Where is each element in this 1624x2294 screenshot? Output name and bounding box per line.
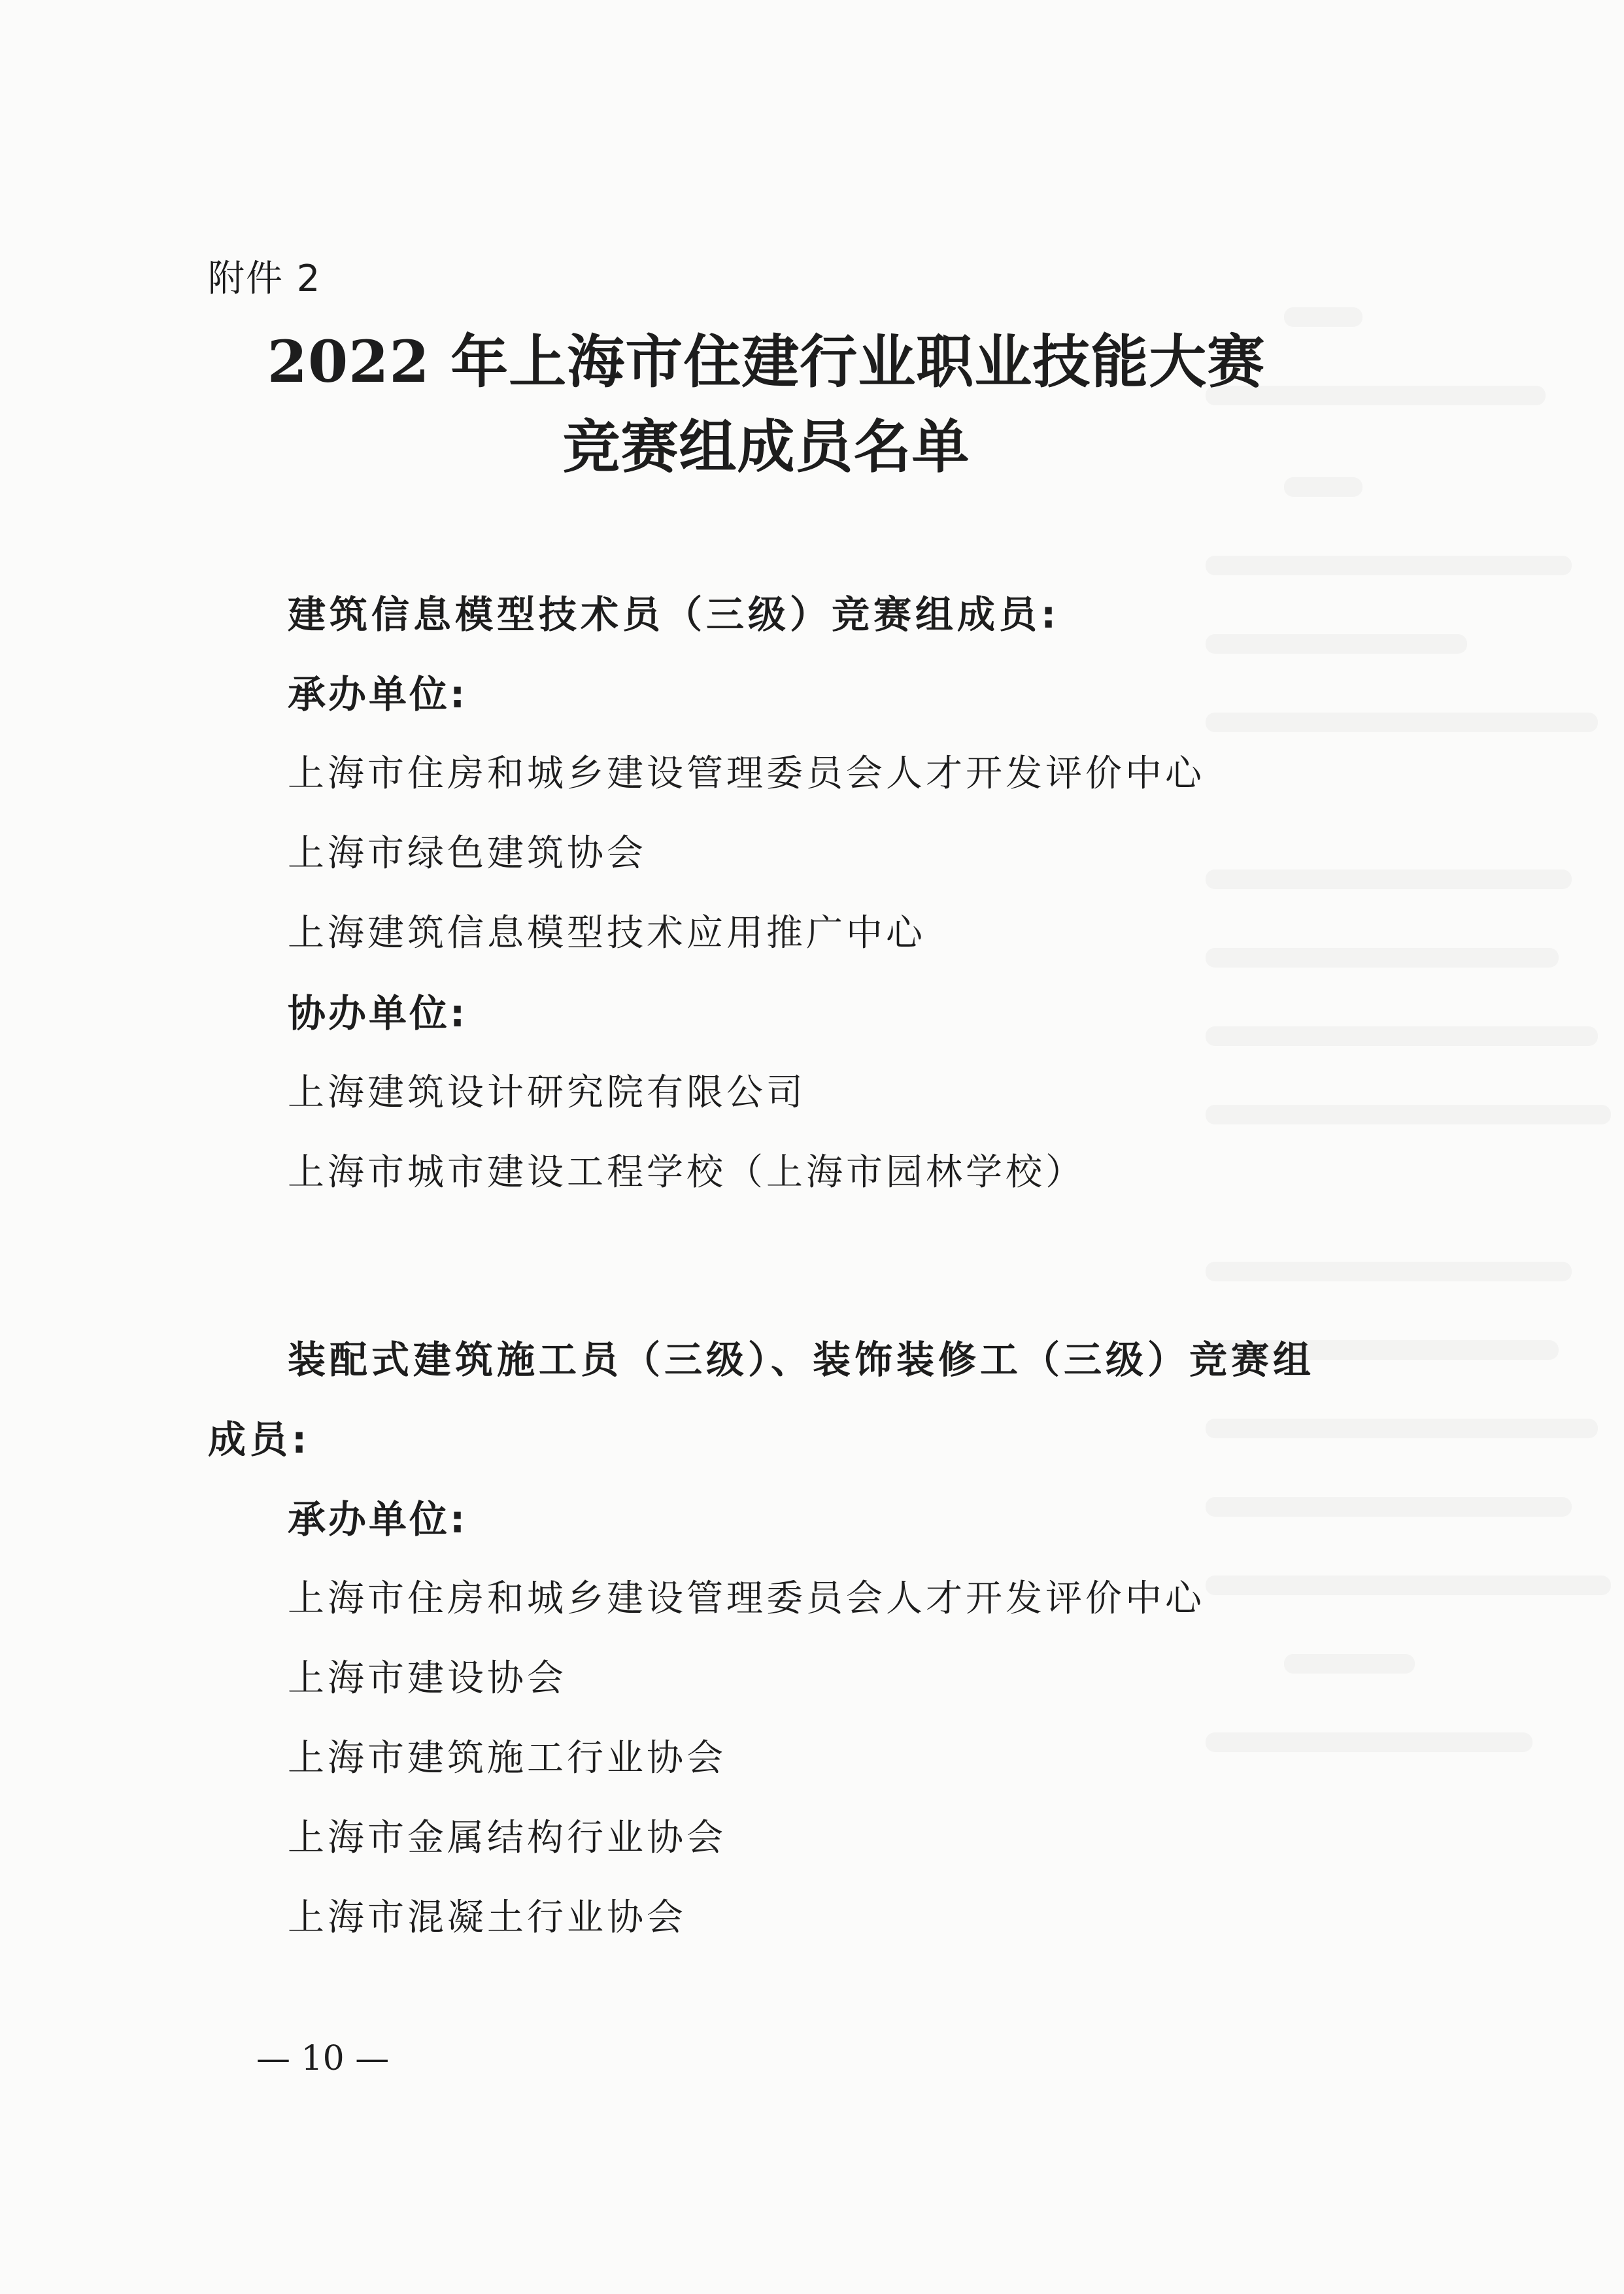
section-heading-bim: 建筑信息模型技术员（三级）竞赛组成员: [288,592,1060,637]
section-heading-prefab: 装配式建筑施工员（三级）、装饰装修工（三级）竞赛组 [288,1338,1315,1382]
org-item: 上海市住房和城乡建设管理委员会人才开发评价中心 [288,752,1205,795]
org-item: 上海建筑设计研究院有限公司 [288,1071,806,1114]
co-host-units-label: 协办单位: [288,991,468,1036]
org-item: 上海市绿色建筑协会 [288,832,647,875]
document-title: 2022 年上海市住建行业职业技能大赛 [267,328,1266,396]
org-item: 上海市城市建设工程学校（上海市园林学校） [288,1151,1085,1194]
attachment-label: 附件 2 [208,258,322,300]
bleed-through-shadow [1206,281,1624,1850]
org-item: 上海市混凝土行业协会 [288,1897,686,1939]
org-item: 上海市金属结构行业协会 [288,1817,726,1859]
org-item: 上海建筑信息模型技术应用推广中心 [288,912,926,954]
document-subtitle: 竞赛组成员名单 [562,413,970,481]
page-number: — 10 — [256,2039,390,2078]
org-item: 上海市建筑施工行业协会 [288,1737,726,1780]
host-units-label: 承办单位: [288,672,468,717]
section-heading-prefab-cont: 成员: [208,1417,311,1462]
org-item: 上海市建设协会 [288,1657,567,1700]
org-item: 上海市住房和城乡建设管理委员会人才开发评价中心 [288,1577,1205,1620]
host-units-label: 承办单位: [288,1497,468,1542]
